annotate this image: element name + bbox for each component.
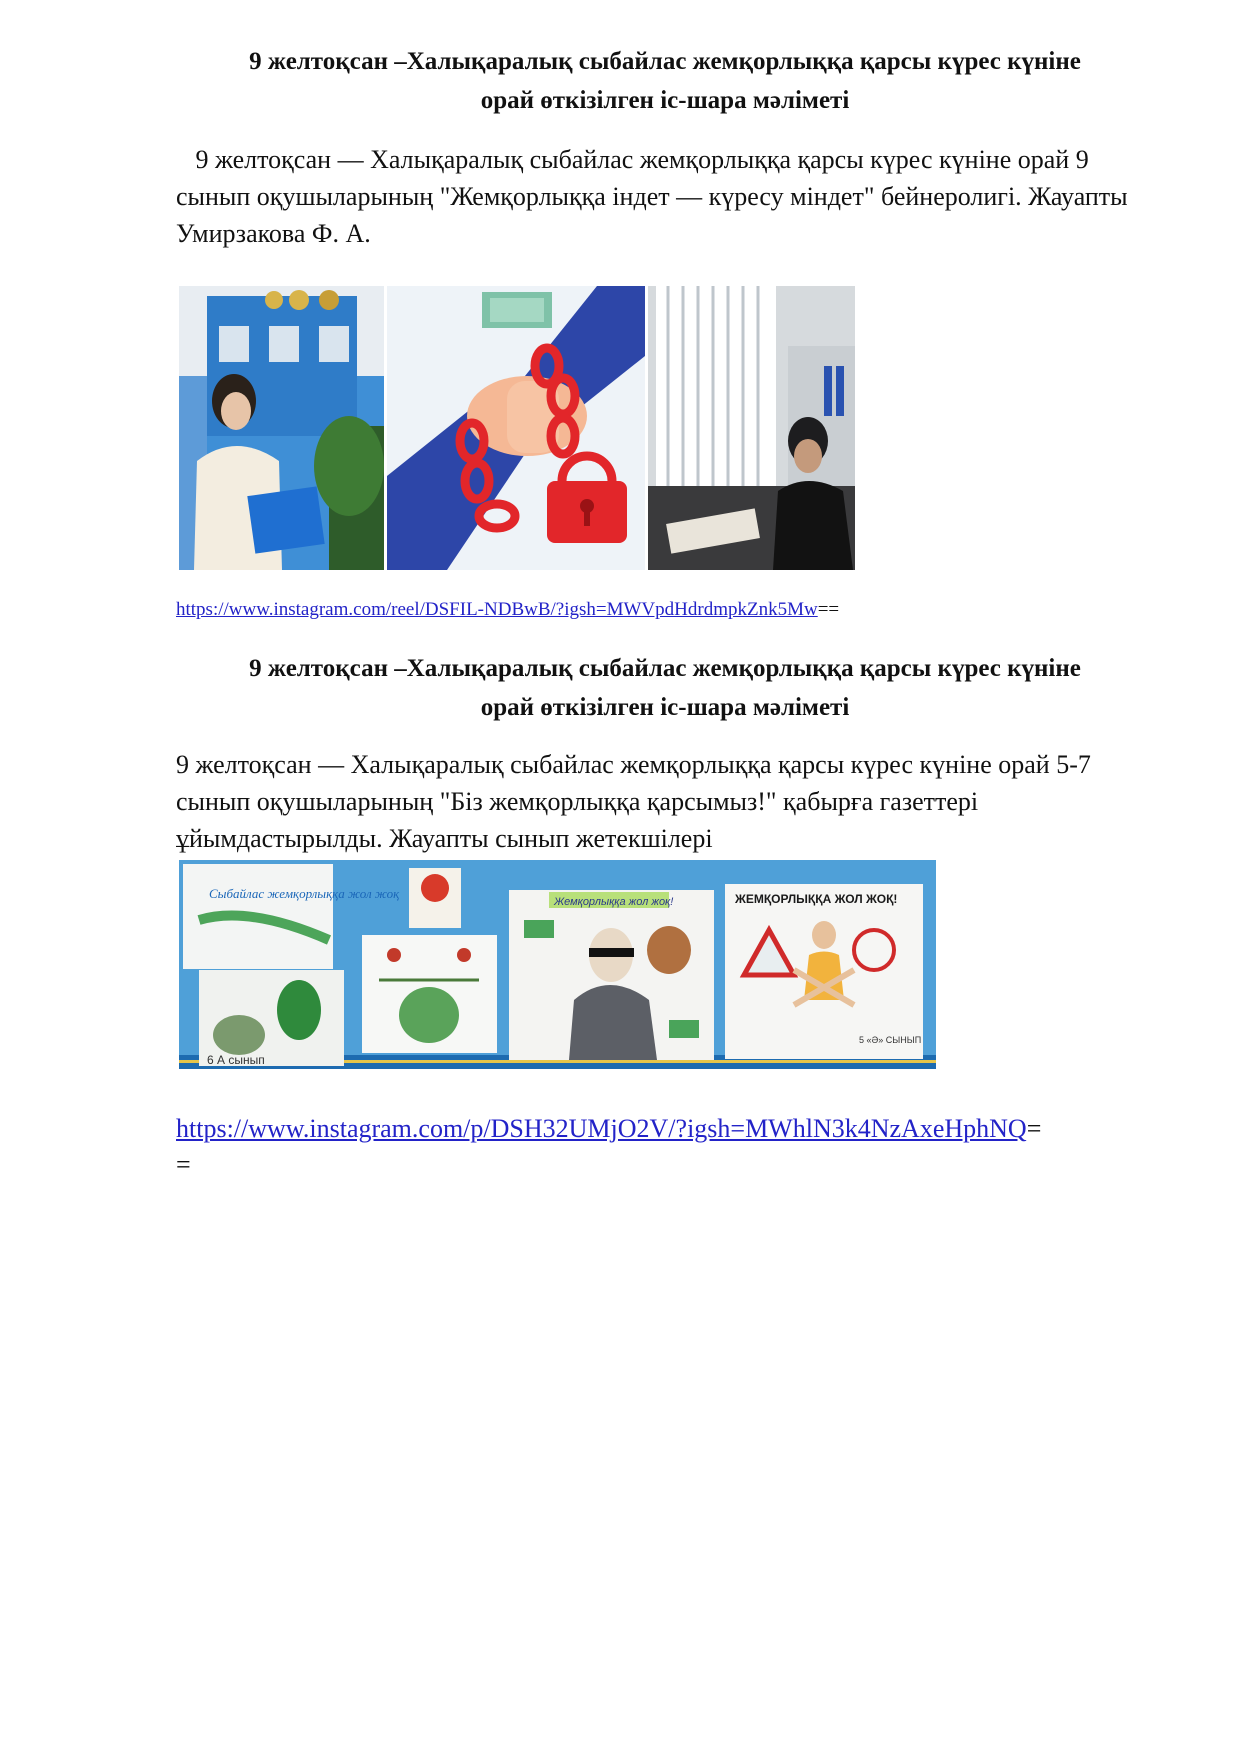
poster1-caption: 6 А сынып: [207, 1053, 265, 1067]
section2-link-suffix-2: =: [176, 1150, 191, 1179]
section2-paragraph: 9 желтоқсан — Халықаралық сыбайлас жемқорлыққа қарсы күрес күніне орай 5-7 сынып оқушыларының "Біз жемқорлыққа қарсымыз!" қабырға газеттері ұйымдастырылды. Жауапты сынып жетекшілері: [176, 750, 1091, 853]
section1-heading: [170, 42, 1160, 120]
poster4-caption: 5 «Ә» СЫНЫП: [859, 1035, 922, 1045]
section2-heading-line2: орай өткізілген іс-шара мәліметі: [480, 694, 850, 721]
wall-newspapers-photo: [179, 860, 936, 1069]
section1-link-suffix: ==: [817, 599, 840, 620]
section1-heading-line1: 9 желтоқсан –Халықаралық сыбайлас жемқорлыққа қарсы күрес күніне: [249, 48, 1081, 75]
poster3-title: Жемқорлыққа жол жоқ!: [554, 896, 674, 908]
instagram-reel-link[interactable]: https://www.instagram.com/reel/DSFIL-NDBwB/?igsh=MWVpdHdrdmpkZnk5Mw: [176, 599, 818, 620]
handshake-chain-illustration: [387, 286, 645, 570]
video-still-boy-photo: [648, 286, 855, 570]
section1-heading-line2: орай өткізілген іс-шара мәліметі: [480, 87, 850, 114]
section1-link-line: [176, 598, 839, 622]
instagram-post-link[interactable]: https://www.instagram.com/p/DSH32UMjO2V/?igsh=MWhlN3k4NzAxeHphNQ: [176, 1114, 1027, 1143]
poster4-title: ЖЕМҚОРЛЫҚҚА ЖОЛ ЖОҚ!: [735, 892, 898, 906]
section2-link-line: [176, 1111, 1041, 1183]
video-still-girl-photo: [179, 286, 384, 570]
section2-heading-line1: 9 желтоқсан –Халықаралық сыбайлас жемқорлыққа қарсы күрес күніне: [249, 655, 1081, 682]
section2-heading: [170, 649, 1160, 727]
section2-link-suffix-1: =: [1026, 1114, 1042, 1143]
poster1-title: Сыбайлас жемқорлыққа жол жоқ: [209, 886, 400, 901]
section1-paragraph: 9 желтоқсан — Халықаралық сыбайлас жемқорлыққа қарсы күрес күніне орай 9 сынып оқушыларының "Жемқорлыққа індет — күресу міндет" бейнеролигі. Жауапты Умирзакова Ф. А.: [176, 145, 1135, 248]
